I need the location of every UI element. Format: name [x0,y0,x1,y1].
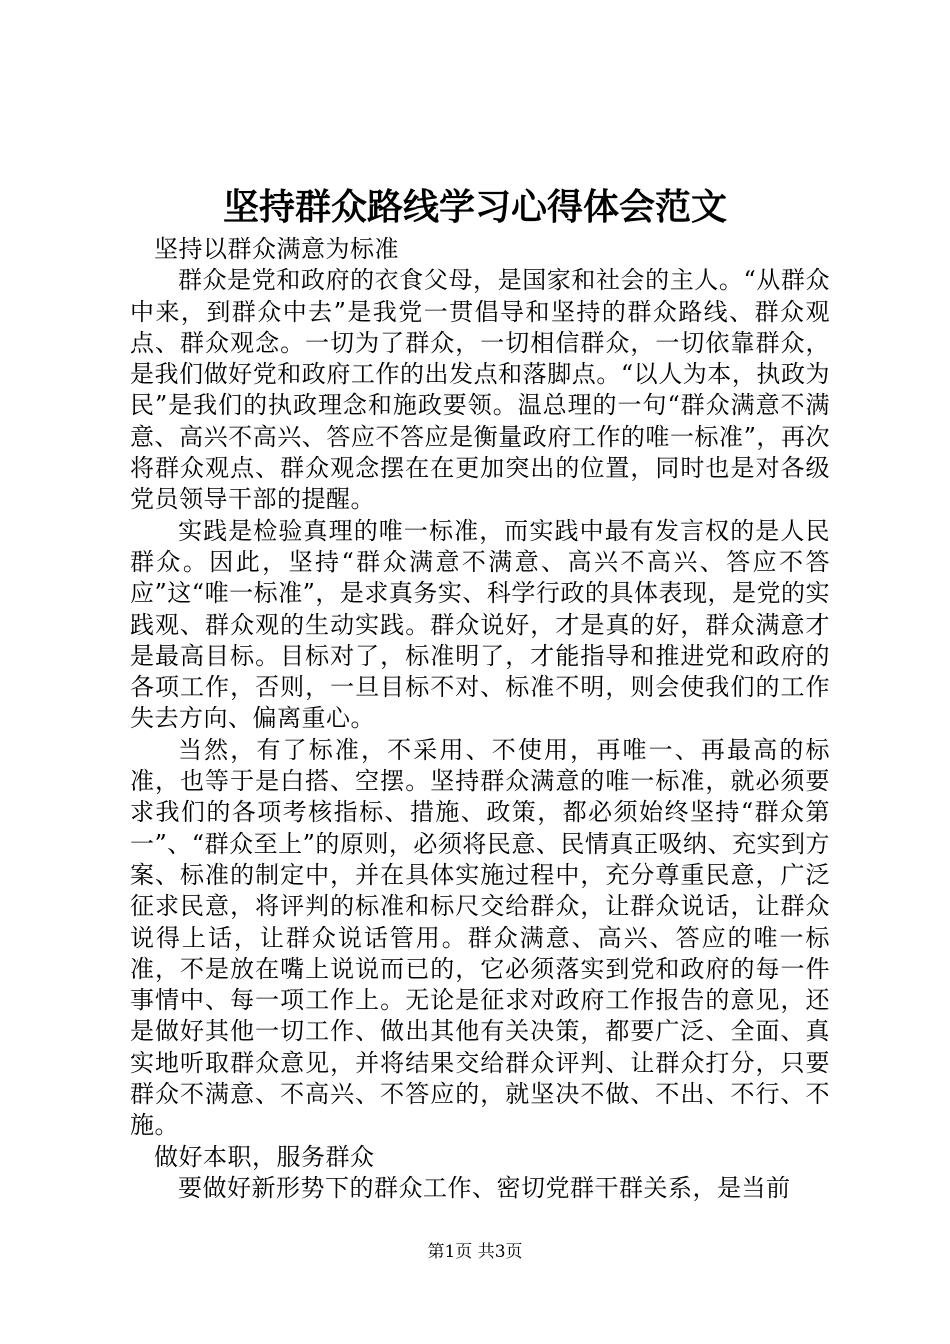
paragraph: 群众是党和政府的衣食父母，是国家和社会的主人。“从群众中来，到群众中去”是我党一贯倡导和坚持的群众路线、群众观点、群众观念。一切为了群众，一切相信群众，一切依靠群众，是我们做好党和政府工作的出发点和落脚点。“以人为本，执政为民”是我们的执政理念和施政要领。温总理的一句“群众满意不满意、高兴不高兴、答应不答应是衡量政府工作的唯一标准”，再次将群众观点、群众观念摆在在更加突出的位置，同时也是对各级党员领导干部的提醒。 [130,266,830,514]
document-title: 坚持群众路线学习心得体会范文 [222,186,727,228]
section-heading: 坚持以群众满意为标准 [154,235,399,263]
page-footer: 第1页 共3页 [427,1242,523,1262]
section-heading: 做好本职，服务群众 [154,1142,375,1171]
document-body [130,234,830,1204]
paragraph: 实践是检验真理的唯一标准，而实践中最有发言权的是人民群众。因此，坚持“群众满意不满意、高兴不高兴、答应不答应”这“唯一标准”，是求真务实、科学行政的具体表现，是党的实践观、群众观的生动实践。群众说好，才是真的好，群众满意才是最高目标。目标对了，标准明了，才能指导和推进党和政府的各项工作，否则，一旦目标不对、标准不明，则会使我们的工作失去方向、偏离重心。 [130,516,830,733]
paragraph: 当然，有了标准，不采用、不使用，再唯一、再最高的标准，也等于是白搭、空摆。坚持群众满意的唯一标准，就必须要求我们的各项考核指标、措施、政策，都必须始终坚持“群众第一”、“群众至上”的原则，必须将民意、民情真正吸纳、充实到方案、标准的制定中，并在具体实施过程中，充分尊重民意，广泛征求民意，将评判的标准和标尺交给群众，让群众说话，让群众说得上话，让群众说话管用。群众满意、高兴、答应的唯一标准，不是放在嘴上说说而已的，它必须落实到党和政府的每一件事情中、每一项工作上。无论是征求对政府工作报告的意见，还是做好其他一切工作、做出其他有关决策，都要广泛、全面、真实地听取群众意见，并将结果交给群众评判、让群众打分，只要群众不满意、不高兴、不答应的，就坚决不做、不出、不行、不施。 [130,735,830,1140]
paragraph: 要做好新形势下的群众工作、密切党群干群关系，是当前 [178,1173,791,1202]
